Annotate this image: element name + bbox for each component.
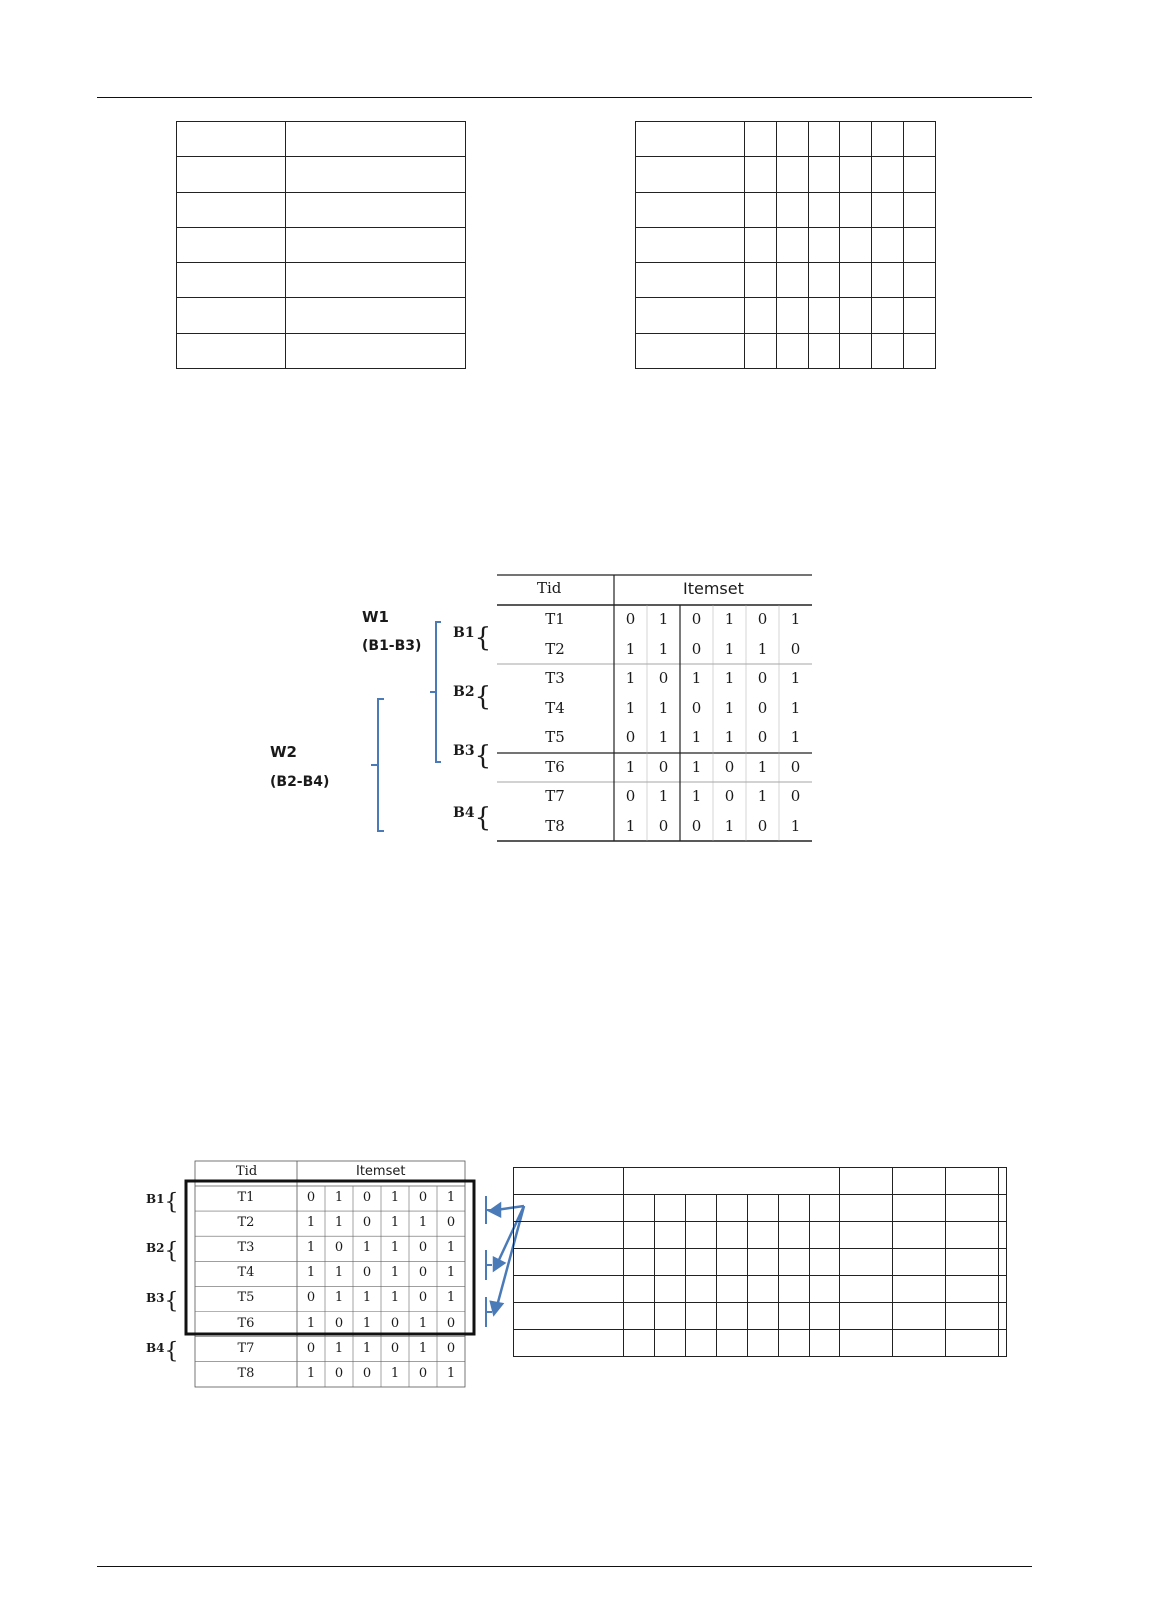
fig1-value-cell: 0 [691, 639, 702, 658]
fig1-value-cell: 1 [625, 757, 636, 776]
fig1-value-cell: 1 [691, 787, 702, 805]
fig1-value-cell: 0 [757, 698, 768, 717]
fig2-tid-cell: T8 [237, 1365, 255, 1381]
fig2-tid-cell: T5 [237, 1290, 255, 1306]
fig2-value-cell: 0 [362, 1215, 372, 1231]
fig2-tid-cell: T6 [237, 1315, 255, 1331]
fig1-value-cell: 0 [790, 639, 801, 658]
fig1-value-cell: 1 [625, 698, 636, 717]
fig2-value-cell: 0 [390, 1340, 400, 1356]
fig1-value-cell: 0 [625, 728, 636, 746]
fig1-value-cell: 0 [658, 757, 669, 776]
fig1-tid-cell: T4 [545, 698, 565, 717]
fig1-value-cell: 0 [658, 816, 669, 835]
fig1-value-cell: 0 [625, 610, 636, 628]
fig2-value-cell: 0 [334, 1240, 344, 1256]
fig2-tid-cell: T7 [237, 1340, 255, 1356]
fig1-value-cell: 0 [790, 787, 801, 805]
fig2-value-cell: 1 [446, 1265, 456, 1281]
fig1-value-cell: 1 [658, 610, 669, 628]
fig1-block-b4: B4 { [453, 803, 492, 833]
fig2-value-cell: 1 [446, 1290, 456, 1306]
fig2-value-cell: 1 [306, 1265, 316, 1281]
fig1-value-cell: 0 [658, 669, 669, 687]
fig2-value-cell: 1 [390, 1240, 400, 1256]
fig2-value-cell: 0 [418, 1240, 428, 1256]
fig1-block-b3: B3 { [453, 741, 492, 771]
fig1-value-cell: 1 [658, 787, 669, 805]
footer-rule [97, 1566, 1032, 1567]
w1-range: (B1-B3) [362, 638, 422, 654]
fig2-tid-cell: T2 [237, 1215, 255, 1231]
fig1-value-cell: 1 [757, 787, 768, 805]
fig2-value-cell: 0 [418, 1290, 428, 1306]
fig1-block-b2: B2 { [453, 682, 492, 712]
fig2-value-cell: 1 [390, 1215, 400, 1231]
fig1-value-cell: 0 [790, 757, 801, 776]
fig2-value-cell: 0 [446, 1340, 456, 1356]
fig1-value-cell: 1 [691, 728, 702, 746]
w2-range: (B2-B4) [270, 774, 330, 790]
fig1-header-tid: Tid [537, 579, 562, 597]
fig2-tid-cell: T1 [237, 1190, 255, 1205]
fig2-value-cell: 1 [418, 1215, 428, 1231]
fig2-value-cell: 1 [390, 1265, 400, 1281]
fig1-tid-cell: T3 [545, 669, 565, 687]
fig2-header-itemset: Itemset [356, 1164, 406, 1179]
fig2-value-cell: 1 [334, 1340, 344, 1356]
fig2-tid-cell: T4 [237, 1265, 255, 1281]
fig1-header-itemset: Itemset [683, 579, 744, 598]
fig1-value-cell: 1 [658, 639, 669, 658]
fig2-value-cell: 1 [446, 1365, 456, 1381]
fig1-value-cell: 1 [691, 757, 702, 776]
fig1-value-cell: 1 [790, 610, 801, 628]
fig1-tid-cell: T7 [545, 787, 565, 805]
fig1-value-cell: 1 [691, 669, 702, 687]
fig1-value-cell: 0 [691, 698, 702, 717]
fig1-value-cell: 1 [757, 757, 768, 776]
fig1-tid-cell: T2 [545, 639, 565, 658]
fig2-value-cell: 0 [362, 1190, 372, 1205]
fig2-value-cell: 0 [362, 1265, 372, 1281]
fig1-value-cell: 1 [658, 728, 669, 746]
fig1-value-cell: 0 [757, 669, 768, 687]
fig1-value-cell: 1 [724, 816, 735, 835]
fig1-tid-cell: T8 [545, 816, 565, 835]
fig2-value-cell: 1 [446, 1240, 456, 1256]
fig2-value-cell: 1 [306, 1215, 316, 1231]
fig1-value-cell: 0 [724, 787, 735, 805]
fig1-value-cell: 1 [625, 639, 636, 658]
empty-result-table [513, 1167, 1007, 1357]
fig1-value-cell: 1 [724, 728, 735, 746]
fig2-value-cell: 1 [334, 1215, 344, 1231]
fig1-value-cell: 0 [691, 610, 702, 628]
fig1-value-cell: 1 [724, 669, 735, 687]
fig2-value-cell: 0 [306, 1290, 316, 1306]
fig2-value-cell: 0 [306, 1340, 316, 1356]
fig2-value-cell: 1 [362, 1290, 372, 1306]
fig2-value-cell: 1 [390, 1190, 400, 1205]
fig2-block-b3: B3 { [146, 1289, 179, 1314]
fig2-value-cell: 0 [446, 1215, 456, 1231]
fig1-value-cell: 1 [790, 698, 801, 717]
fig1-tid-cell: T5 [545, 728, 565, 746]
fig1-value-cell: 1 [724, 698, 735, 717]
fig1-value-cell: 1 [658, 698, 669, 717]
fig1-value-cell: 0 [691, 816, 702, 835]
fig2-value-cell: 0 [446, 1315, 456, 1331]
fig2-value-cell: 1 [362, 1240, 372, 1256]
fig2-value-cell: 1 [418, 1340, 428, 1356]
fig2-value-cell: 1 [306, 1240, 316, 1256]
fig2-block-b2: B2 { [146, 1239, 179, 1264]
fig2-value-cell: 1 [306, 1315, 316, 1331]
fig2-value-cell: 1 [390, 1290, 400, 1306]
fig2-value-cell: 0 [306, 1190, 316, 1205]
fig2-value-cell: 1 [306, 1365, 316, 1381]
fig1-block-b1: B1 { [453, 623, 492, 653]
fig1-tid-cell: T6 [545, 757, 565, 776]
fig2-value-cell: 0 [418, 1265, 428, 1281]
w2-label: W2 [270, 743, 297, 761]
fig2-value-cell: 1 [362, 1315, 372, 1331]
fig1-value-cell: 0 [757, 610, 768, 628]
fig2-value-cell: 0 [390, 1315, 400, 1331]
fig1-value-cell: 0 [724, 757, 735, 776]
fig2-value-cell: 1 [418, 1315, 428, 1331]
fig2-value-cell: 0 [418, 1190, 428, 1205]
fig1-value-cell: 1 [724, 610, 735, 628]
fig1-value-cell: 1 [790, 669, 801, 687]
fig2-value-cell: 1 [334, 1290, 344, 1306]
fig1-value-cell: 0 [757, 728, 768, 746]
w1-label: W1 [362, 608, 389, 626]
fig2-value-cell: 0 [334, 1315, 344, 1331]
fig2-block-b4: B4 { [146, 1339, 179, 1364]
fig2-value-cell: 1 [334, 1265, 344, 1281]
fig1-value-cell: 1 [790, 728, 801, 746]
fig2-tid-cell: T3 [237, 1240, 255, 1256]
fig2-header-tid: Tid [236, 1164, 258, 1179]
fig1-value-cell: 1 [790, 816, 801, 835]
fig2-value-cell: 0 [362, 1365, 372, 1381]
fig2-value-cell: 0 [418, 1365, 428, 1381]
fig1-value-cell: 0 [625, 787, 636, 805]
fig2-block-b1: B1 { [146, 1190, 179, 1215]
fig2-value-cell: 1 [390, 1365, 400, 1381]
fig1-value-cell: 0 [757, 816, 768, 835]
fig2-value-cell: 1 [362, 1340, 372, 1356]
fig2-value-cell: 1 [446, 1190, 456, 1205]
fig1-tid-cell: T1 [545, 610, 565, 628]
fig2-value-cell: 1 [334, 1190, 344, 1205]
fig1-value-cell: 1 [625, 669, 636, 687]
fig2-value-cell: 0 [334, 1365, 344, 1381]
fig1-value-cell: 1 [757, 639, 768, 658]
fig1-value-cell: 1 [724, 639, 735, 658]
fig1-value-cell: 1 [625, 816, 636, 835]
